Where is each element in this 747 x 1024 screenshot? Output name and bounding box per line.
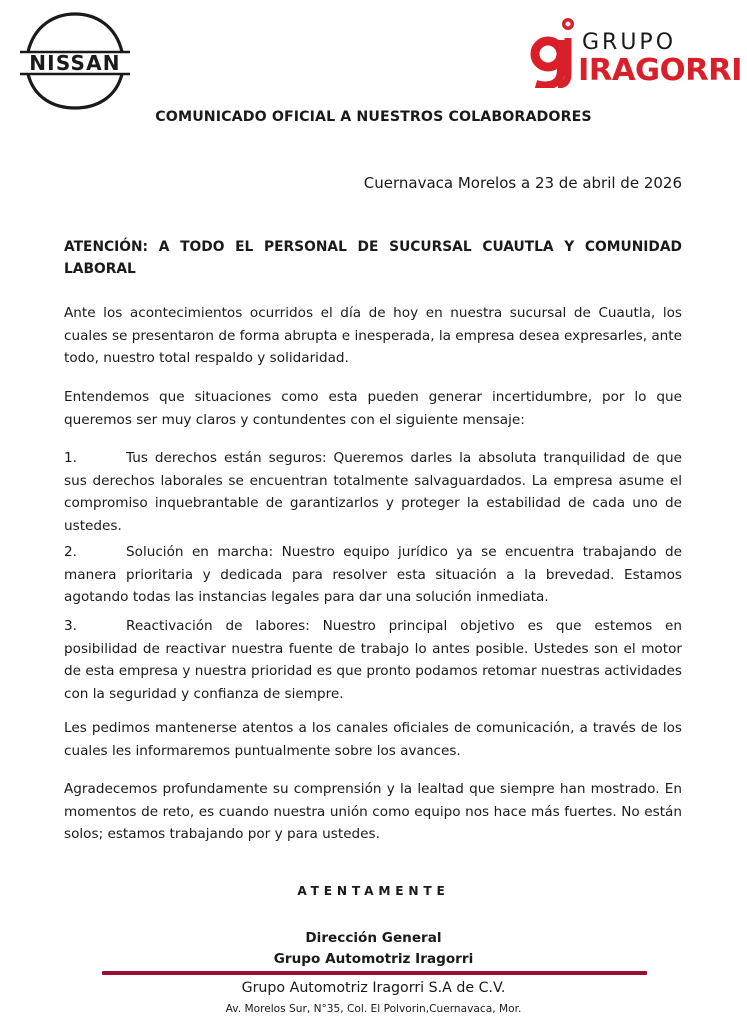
footer-address: Av. Morelos Sur, N°35, Col. El Polvorin,Cuernavaca, Mor.	[225, 1003, 522, 1015]
list-item-text: Reactivación de labores: Nuestro principal objetivo es que estemos en posibilidad de reactivar nuestra fuente de trabajo lo antes posible. Ustedes son el motor de esta empresa y nuestra prioridad es que pronto podamos retomar nuestras actividades con la seguridad y confianza de siempre.	[64, 618, 682, 702]
signature-company: Grupo Automotriz Iragorri	[273, 951, 474, 967]
signature-department: Dirección General	[305, 930, 442, 946]
list-item	[64, 615, 682, 705]
list-item-text: Tus derechos están seguros: Queremos darles la absoluta tranquilidad de que sus derechos laborales se encuentran totalmente salvaguardados. La empresa asume el compromiso inquebrantable de garantizarlos y proteger la estabilidad de cada uno de ustedes.	[64, 450, 682, 534]
nissan-logo-icon	[14, 8, 136, 112]
list-item-text: Solución en marcha: Nuestro equipo jurídico ya se encuentra trabajando de manera prioritaria y dedicada para resolver esta situación a la brevedad. Estamos agotando todas las instancias legales para dar una solución inmediata.	[64, 544, 682, 605]
paragraph-understanding	[64, 386, 682, 431]
logo-grupo-text: GRUPO	[582, 30, 677, 55]
logo-iragorri-text: IRAGORRI	[578, 53, 742, 88]
list-item-number: 1.	[64, 450, 77, 466]
paragraph-intro	[64, 302, 682, 370]
paragraph-thanks	[64, 778, 682, 846]
footer-divider	[102, 971, 647, 975]
page-title: COMUNICADO OFICIAL A NUESTROS COLABORADORES	[155, 109, 592, 125]
date-line: Cuernavaca Morelos a 23 de abril de 2026	[363, 174, 682, 192]
closing-salutation: ATENTAMENTE	[297, 884, 450, 898]
paragraph-understanding-text: Entendemos que situaciones como esta pueden generar incertidumbre, por lo que queremos ser muy claros y contundentes con el siguiente mensaje:	[64, 389, 682, 428]
list-item	[64, 447, 682, 537]
list-item-number: 2.	[64, 544, 77, 560]
paragraph-thanks-text: Agradecemos profundamente su comprensión y la lealtad que siempre han mostrado. En momentos de reto, es cuando nuestra unión como equipo nos hace más fuertes. No están solos; estamos trabajando por y para ustedes.	[64, 781, 682, 842]
paragraph-intro-text: Ante los acontecimientos ocurridos el día de hoy en nuestra sucursal de Cuautla, los cuales se presentaron de forma abrupta e inesperada, la empresa desea expresarles, ante todo, nuestro total respaldo y solidaridad.	[64, 305, 682, 366]
nissan-logo-text: NISSAN	[29, 51, 121, 75]
paragraph-follow-up	[64, 717, 682, 762]
footer-legal-name: Grupo Automotriz Iragorri S.A de C.V.	[241, 980, 506, 996]
list-item	[64, 541, 682, 609]
grupo-iragorri-logo-icon	[528, 8, 744, 88]
attention-heading: ATENCIÓN: A TODO EL PERSONAL DE SUCURSAL CUAUTLA Y COMUNIDAD LABORAL	[64, 239, 682, 277]
paragraph-follow-up-text: Les pedimos mantenerse atentos a los canales oficiales de comunicación, a través de los cuales les informaremos puntualmente sobre los avances.	[64, 720, 682, 759]
list-item-number: 3.	[64, 618, 77, 634]
